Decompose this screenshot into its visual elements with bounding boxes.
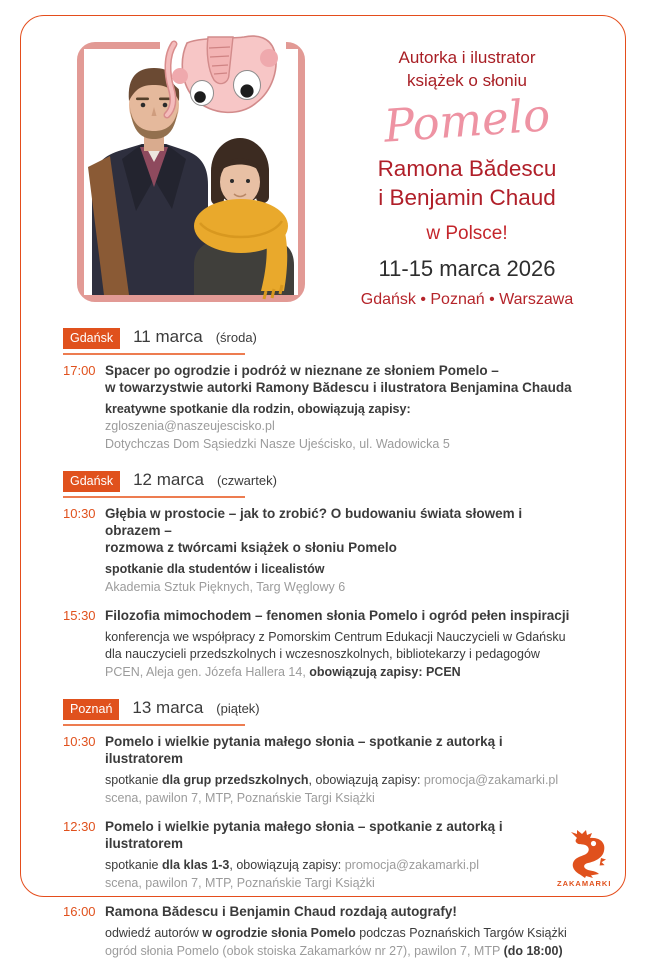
- event-meta-plain1: odwiedź autorów: [105, 926, 203, 940]
- city-badge: Gdańsk: [63, 328, 120, 349]
- event-title: [105, 362, 577, 396]
- section-gdansk-11: [63, 327, 577, 453]
- schedule: [63, 327, 577, 960]
- event-body: [105, 903, 577, 960]
- event-location: [105, 943, 577, 960]
- event-location-address: ogród słonia Pomelo (obok stoiska Zakamarków nr 27), pawilon 7, MTP: [105, 944, 504, 958]
- event-time: 10:30: [63, 506, 96, 521]
- event-time: 12:30: [63, 819, 96, 834]
- event-meta: [105, 629, 577, 663]
- event-location-bold: obowiązują zapisy: PCEN: [309, 665, 461, 679]
- event-time: 10:30: [63, 734, 96, 749]
- event-body: [105, 607, 577, 681]
- event-location-bold: (do 18:00): [503, 944, 563, 958]
- section-header: [63, 327, 577, 349]
- event-title: Pomelo i wielkie pytania małego słonia – spotkanie z autorką i ilustratorem: [105, 734, 503, 766]
- event-row: [63, 362, 577, 453]
- author-name-2: i Benjamin Chaud: [378, 185, 556, 210]
- event-meta: [105, 561, 577, 578]
- event-row: [63, 505, 577, 596]
- event-meta-bold: w ogrodzie słonia Pomelo: [202, 926, 356, 940]
- section-header: [63, 698, 577, 720]
- section-day: (środa): [215, 330, 257, 345]
- event-meta-plain2: podczas Poznańskich Targów Książki: [355, 926, 567, 940]
- event-location: [105, 664, 577, 681]
- event-location: Dotychczas Dom Sąsiedzki Nasze Ujeścisko, ul. Wadowicka 5: [105, 437, 450, 451]
- city-badge: Gdańsk: [63, 471, 120, 492]
- event-time: 16:00: [63, 904, 96, 919]
- section-date: 13 marca: [132, 698, 204, 717]
- event-location-address: PCEN, Aleja gen. Józefa Hallera 14,: [105, 665, 310, 679]
- event-meta: [105, 772, 577, 789]
- pomelo-elephant-icon: [150, 36, 292, 130]
- event-time: 15:30: [63, 608, 96, 623]
- event-title-line1: Spacer po ogrodzie i podróż w nieznane ze słoniem Pomelo –: [105, 363, 499, 378]
- event-meta-email: promocja@zakamarki.pl: [344, 858, 479, 872]
- event-title: [105, 505, 577, 556]
- event-location: scena, pawilon 7, MTP, Poznańskie Targi Książki: [105, 791, 375, 805]
- event-title-line2: rozmowa z twórcami książek o słoniu Pomelo: [105, 540, 397, 555]
- section-day: (czwartek): [216, 473, 277, 488]
- event-meta-bold: dla klas 1-3: [161, 858, 230, 872]
- event-body: [105, 362, 577, 453]
- section-header: [63, 470, 577, 492]
- event-meta-plain1: spotkanie: [105, 773, 162, 787]
- event-meta-email: zgloszenia@naszeujescisko.pl: [105, 419, 275, 433]
- section-date: 11 marca: [133, 327, 203, 346]
- event-body: [105, 505, 577, 596]
- author-names: [320, 154, 614, 212]
- event-title-line2: w towarzystwie autorki Ramony Bădescu i ilustratora Benjamina Chauda: [105, 380, 572, 395]
- event-meta-plain1: spotkanie: [105, 858, 162, 872]
- event-title: Pomelo i wielkie pytania małego słonia – spotkanie z autorką i ilustratorem: [105, 819, 503, 851]
- event-body: [105, 818, 577, 892]
- section-day: (piątek): [216, 701, 260, 716]
- event-title: Filozofia mimochodem – fenomen słonia Pomelo i ogród pełen inspiracji: [105, 608, 570, 623]
- pomelo-wordmark: Pomelo: [382, 88, 552, 153]
- city-badge: Poznań: [63, 699, 119, 720]
- section-underline: [63, 724, 245, 726]
- date-range: 11-15 marca 2026: [378, 256, 556, 281]
- event-meta-bold: dla grup przedszkolnych: [161, 773, 309, 787]
- squirrel-icon: [560, 830, 606, 878]
- section-underline: [63, 496, 245, 498]
- section-gdansk-12: [63, 470, 577, 681]
- zakamarki-wordmark: ZAKAMARKI: [557, 879, 612, 888]
- tagline-line1: Autorka i ilustrator: [398, 48, 536, 67]
- event-meta: [105, 857, 577, 874]
- cities-line: Gdańsk • Poznań • Warszawa: [360, 291, 574, 308]
- poland-heading: w Polsce!: [426, 223, 508, 244]
- event-location: Akademia Sztuk Pięknych, Targ Węglowy 6: [105, 580, 346, 594]
- event-row: [63, 607, 577, 681]
- section-poznan-13: [63, 698, 577, 960]
- event-meta-line1: konferencja we współpracy z Pomorskim Centrum Edukacji Nauczycieli w Gdańsku: [105, 630, 566, 644]
- event-row: [63, 733, 577, 807]
- event-meta: [105, 401, 577, 435]
- event-row: [63, 818, 577, 892]
- event-location: scena, pawilon 7, MTP, Poznańskie Targi Książki: [105, 876, 375, 890]
- section-underline: [63, 353, 245, 355]
- event-meta-plain2: , obowiązują zapisy:: [308, 773, 424, 787]
- tagline-line2: książek o słoniu: [406, 71, 527, 90]
- section-date: 12 marca: [133, 470, 204, 489]
- event-body: [105, 733, 577, 807]
- event-meta-bold: spotkanie dla studentów i licealistów: [105, 562, 325, 576]
- zakamarki-logo: [557, 830, 612, 888]
- event-meta-bold: kreatywne spotkanie dla rodzin, obowiązują zapisy:: [105, 402, 411, 416]
- event-time: 17:00: [63, 363, 96, 378]
- event-meta-line2: dla nauczycieli przedszkolnych i wczesnoszkolnych, bibliotekarzy i pedagogów: [105, 647, 540, 661]
- event-meta-email: promocja@zakamarki.pl: [423, 773, 559, 787]
- event-title-line1: Głębia w prostocie – jak to zrobić? O budowaniu świata słowem i obrazem –: [105, 506, 523, 538]
- header-column: [320, 46, 614, 309]
- tagline: [320, 46, 614, 92]
- event-title: Ramona Bădescu i Benjamin Chaud rozdają autografy!: [105, 904, 457, 919]
- event-row: [63, 903, 577, 960]
- event-meta-plain2: , obowiązują zapisy:: [229, 858, 345, 872]
- event-meta: [105, 925, 577, 942]
- author-name-1: Ramona Bădescu: [377, 156, 557, 181]
